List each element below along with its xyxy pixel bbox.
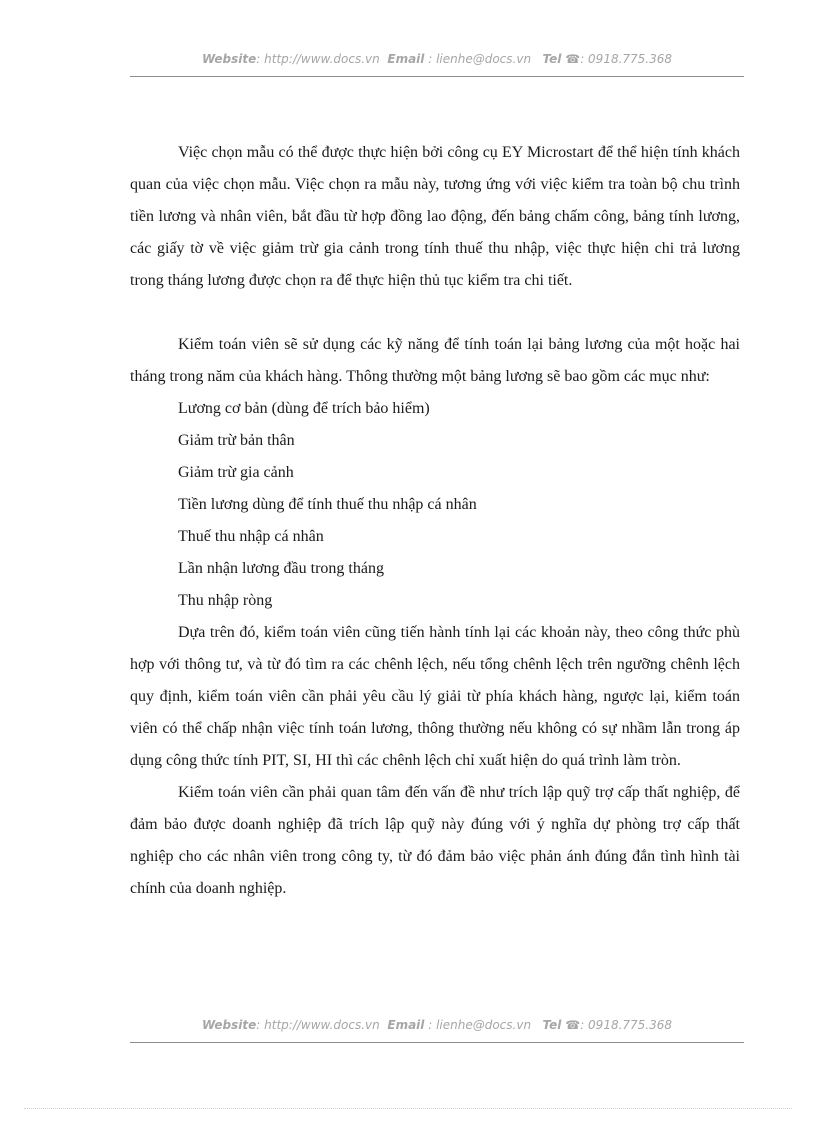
footer-website-url[interactable]: : http://www.docs.vn xyxy=(256,1018,380,1032)
header-website-url[interactable]: : http://www.docs.vn xyxy=(256,52,380,66)
paragraph-unemployment-fund: Kiểm toán viên cần phải quan tâm đến vấn đề như trích lập quỹ trợ cấp thất nghiệp, để đảm bảo được doanh nghiệp đã trích lập quỹ này đúng với ý nghĩa dự phòng trợ cấp thất nghiệp cho các nhân viên trong công ty, từ đó đảm bảo việc phản ánh đúng đắn tình hình tài chính của doanh nghiệp. xyxy=(130,784,740,897)
header-tel-label: Tel xyxy=(542,52,562,66)
paragraph-differences: Dựa trên đó, kiểm toán viên cũng tiến hành tính lại các khoản này, theo công thức phù hợp với thông tư, và từ đó tìm ra các chênh lệch, nếu tổng chênh lệch trên ngưỡng chênh lệch quy định, kiểm toán viên cần phải yêu cầu lý giải từ phía khách hàng, ngược lại, kiểm toán viên có thể chấp nhận việc tính toán lương, thông thường nếu không có sự nhầm lẫn trong áp dụng công thức tính PIT, SI, HI thì các chênh lệch chỉ xuất hiện do quá trình làm tròn. xyxy=(130,624,740,769)
footer-website-label: Website xyxy=(201,1018,257,1032)
header-email-label: Email xyxy=(387,52,425,66)
header-email-value[interactable]: : lienhe@docs.vn xyxy=(424,52,532,66)
payroll-items-list xyxy=(130,393,740,617)
list-item: Lần nhận lương đầu trong tháng xyxy=(178,560,384,577)
phone-icon: ☎ xyxy=(565,1018,581,1032)
phone-icon: ☎ xyxy=(565,52,581,66)
document-body xyxy=(130,137,740,905)
list-item: Giảm trừ bản thân xyxy=(178,432,295,449)
list-item: Lương cơ bản (dùng để trích bảo hiểm) xyxy=(178,400,430,417)
header-website-label: Website xyxy=(201,52,257,66)
list-item: Giảm trừ gia cảnh xyxy=(178,464,294,481)
paragraph-sample-selection: Việc chọn mẫu có thể được thực hiện bởi công cụ EY Microstart để thể hiện tính khách quan của việc chọn mẫu. Việc chọn ra mẫu này, tương ứng với việc kiểm tra toàn bộ chu trình tiền lương và nhân viên, bắt đầu từ hợp đồng lao động, đến bảng chấm công, bảng tính lương, các giấy tờ về việc giảm trừ gia cảnh trong tính thuế thu nhập, việc thực hiện chi trả lương trong tháng lương được chọn ra để thực hiện thủ tục kiểm tra chi tiết. xyxy=(130,144,740,289)
page-bottom-dotted-line xyxy=(24,1108,792,1109)
footer-divider xyxy=(130,1042,744,1043)
header-divider xyxy=(130,76,744,77)
list-item: Tiền lương dùng để tính thuế thu nhập cá nhân xyxy=(178,496,477,513)
footer-tel-value: : 0918.775.368 xyxy=(580,1018,673,1032)
page-footer xyxy=(130,1018,744,1034)
list-item: Thuế thu nhập cá nhân xyxy=(178,528,324,545)
footer-email-label: Email xyxy=(387,1018,425,1032)
list-item: Thu nhập ròng xyxy=(178,592,273,609)
footer-email-value[interactable]: : lienhe@docs.vn xyxy=(424,1018,532,1032)
header-tel-value: : 0918.775.368 xyxy=(580,52,673,66)
page-header xyxy=(130,52,744,68)
footer-tel-label: Tel xyxy=(542,1018,562,1032)
paragraph-payroll-recalc: Kiểm toán viên sẽ sử dụng các kỹ năng để tính toán lại bảng lương của một hoặc hai tháng trong năm của khách hàng. Thông thường một bảng lương sẽ bao gồm các mục như: xyxy=(130,336,740,385)
